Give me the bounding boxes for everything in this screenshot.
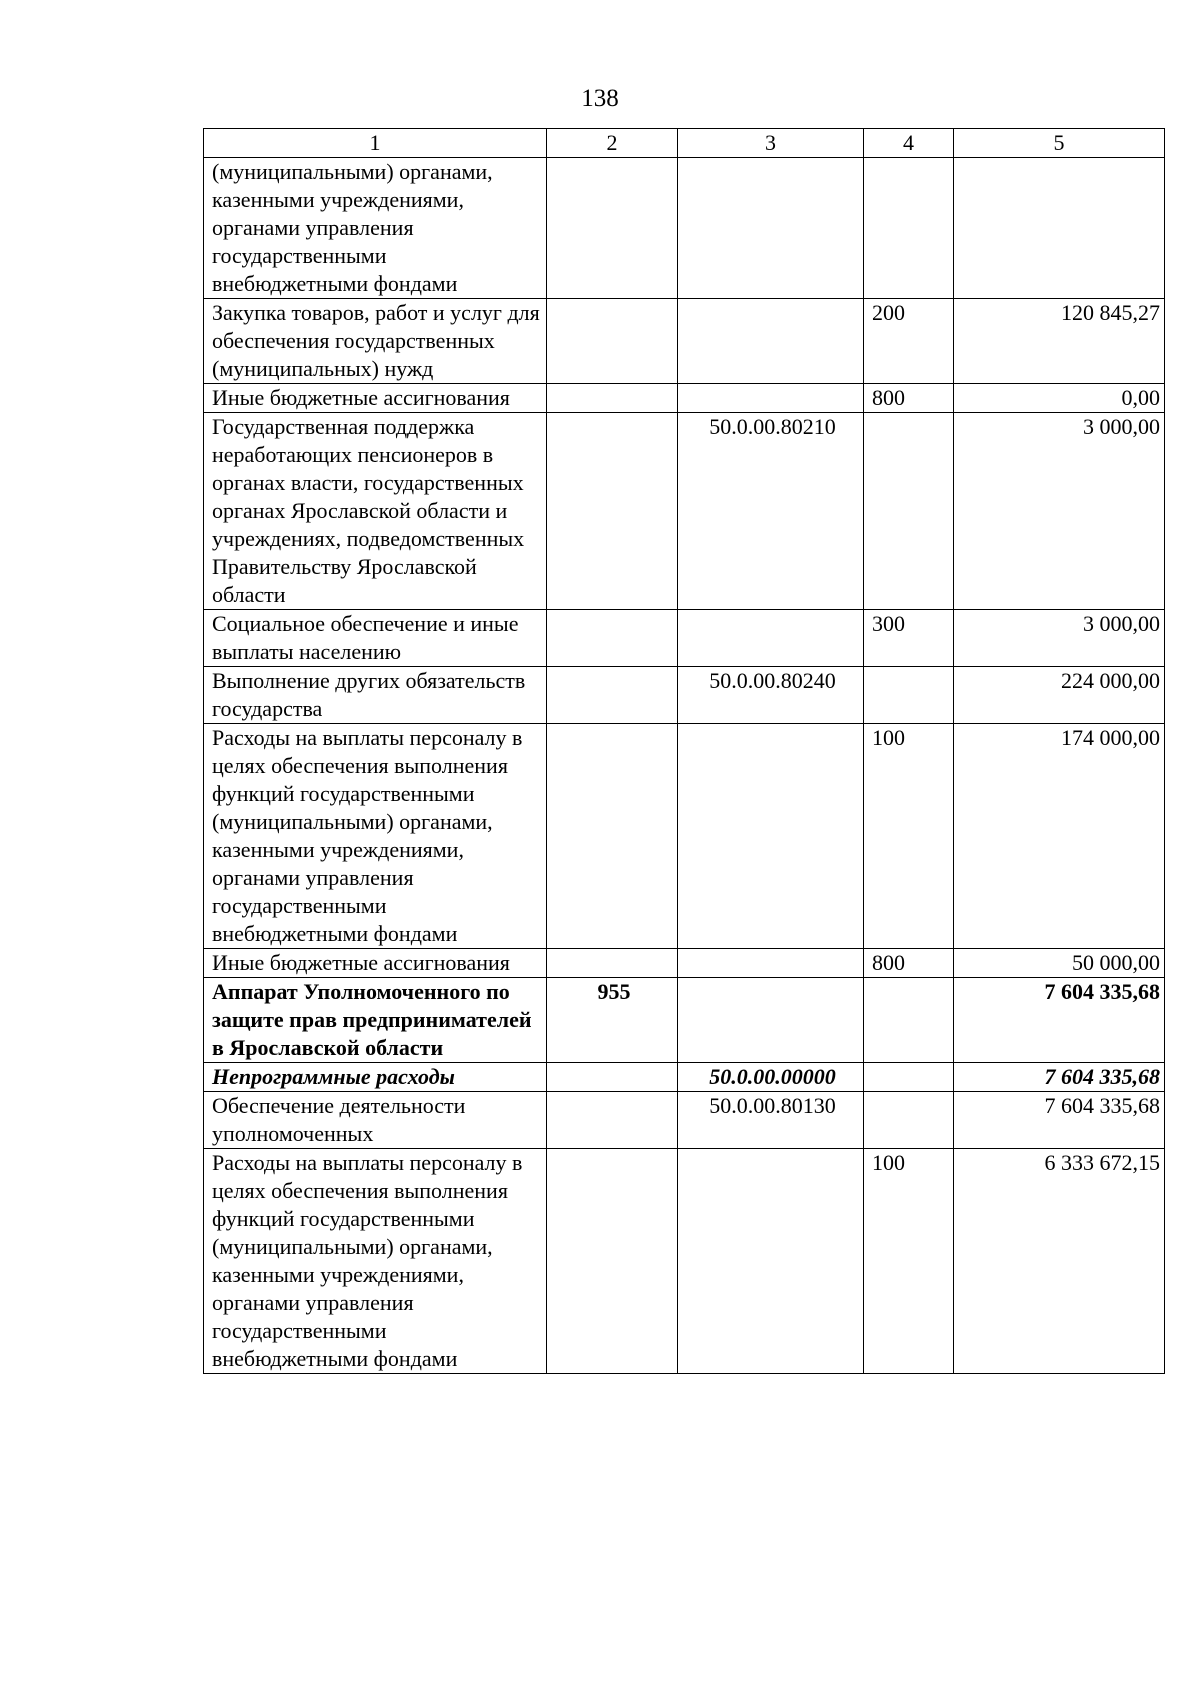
- cell-amount: 7 604 335,68: [954, 1092, 1165, 1149]
- cell-target-article: [678, 724, 864, 949]
- page-number: 138: [581, 85, 619, 112]
- cell-ved-code: 955: [547, 978, 678, 1063]
- cell-name: Выполнение других обязательств государства: [204, 667, 547, 724]
- cell-target-article: 50.0.00.00000: [678, 1063, 864, 1092]
- cell-expense-type: [864, 978, 954, 1063]
- cell-ved-code: [547, 1149, 678, 1374]
- cell-amount: [954, 158, 1165, 299]
- cell-amount: 0,00: [954, 384, 1165, 413]
- cell-name: Аппарат Уполномоченного по защите прав предпринимателей в Ярославской области: [204, 978, 547, 1063]
- header-col-3: 3: [678, 129, 864, 158]
- cell-target-article: [678, 384, 864, 413]
- table-row: [204, 299, 1165, 384]
- table-row: [204, 610, 1165, 667]
- table-row: [204, 949, 1165, 978]
- budget-table: [203, 128, 1165, 1374]
- cell-amount: 7 604 335,68: [954, 1063, 1165, 1092]
- cell-expense-type: 800: [864, 949, 954, 978]
- table-row: [204, 978, 1165, 1063]
- cell-expense-type: 800: [864, 384, 954, 413]
- header-col-2: 2: [547, 129, 678, 158]
- cell-ved-code: [547, 667, 678, 724]
- table-row: [204, 413, 1165, 610]
- cell-expense-type: [864, 1092, 954, 1149]
- table-row: [204, 1149, 1165, 1374]
- table-row: [204, 724, 1165, 949]
- header-col-1: 1: [204, 129, 547, 158]
- header-col-4: 4: [864, 129, 954, 158]
- cell-target-article: 50.0.00.80240: [678, 667, 864, 724]
- cell-ved-code: [547, 1092, 678, 1149]
- cell-amount: 7 604 335,68: [954, 978, 1165, 1063]
- cell-target-article: [678, 610, 864, 667]
- cell-name: Иные бюджетные ассигнования: [204, 949, 547, 978]
- cell-name: Непрограммные расходы: [204, 1063, 547, 1092]
- cell-ved-code: [547, 724, 678, 949]
- header-col-5: 5: [954, 129, 1165, 158]
- cell-target-article: [678, 1149, 864, 1374]
- cell-ved-code: [547, 610, 678, 667]
- table-header-row: [204, 129, 1165, 158]
- cell-target-article: [678, 299, 864, 384]
- cell-ved-code: [547, 949, 678, 978]
- cell-target-article: [678, 158, 864, 299]
- cell-expense-type: 300: [864, 610, 954, 667]
- cell-ved-code: [547, 158, 678, 299]
- cell-name: Государственная поддержка неработающих пенсионеров в органах власти, государственных органах Ярославской области и учреждениях, подведомственных Правительству Ярославской области: [204, 413, 547, 610]
- cell-expense-type: 200: [864, 299, 954, 384]
- cell-expense-type: 100: [864, 724, 954, 949]
- cell-target-article: 50.0.00.80210: [678, 413, 864, 610]
- cell-target-article: [678, 949, 864, 978]
- cell-expense-type: [864, 1063, 954, 1092]
- cell-target-article: [678, 978, 864, 1063]
- cell-name: Закупка товаров, работ и услуг для обеспечения государственных (муниципальных) нужд: [204, 299, 547, 384]
- cell-amount: 3 000,00: [954, 413, 1165, 610]
- cell-name: Социальное обеспечение и иные выплаты населению: [204, 610, 547, 667]
- cell-ved-code: [547, 384, 678, 413]
- cell-name: Расходы на выплаты персоналу в целях обеспечения выполнения функций государственными (муниципальными) органами, казенными учреждениями, органами управления государственными внебюджетными фондами: [204, 1149, 547, 1374]
- cell-name: Обеспечение деятельности уполномоченных: [204, 1092, 547, 1149]
- table-body: [204, 158, 1165, 1374]
- cell-amount: 50 000,00: [954, 949, 1165, 978]
- cell-expense-type: 100: [864, 1149, 954, 1374]
- table-row: [204, 158, 1165, 299]
- cell-expense-type: [864, 667, 954, 724]
- cell-expense-type: [864, 158, 954, 299]
- table-row: [204, 1092, 1165, 1149]
- table-row: [204, 1063, 1165, 1092]
- cell-amount: 6 333 672,15: [954, 1149, 1165, 1374]
- cell-amount: 120 845,27: [954, 299, 1165, 384]
- table-row: [204, 667, 1165, 724]
- cell-name: (муниципальными) органами, казенными учреждениями, органами управления государственными внебюджетными фондами: [204, 158, 547, 299]
- cell-ved-code: [547, 1063, 678, 1092]
- cell-name: Иные бюджетные ассигнования: [204, 384, 547, 413]
- table-row: [204, 384, 1165, 413]
- cell-target-article: 50.0.00.80130: [678, 1092, 864, 1149]
- cell-ved-code: [547, 413, 678, 610]
- cell-expense-type: [864, 413, 954, 610]
- cell-amount: 174 000,00: [954, 724, 1165, 949]
- cell-amount: 224 000,00: [954, 667, 1165, 724]
- cell-amount: 3 000,00: [954, 610, 1165, 667]
- cell-name: Расходы на выплаты персоналу в целях обеспечения выполнения функций государственными (муниципальными) органами, казенными учреждениями, органами управления государственными внебюджетными фондами: [204, 724, 547, 949]
- cell-ved-code: [547, 299, 678, 384]
